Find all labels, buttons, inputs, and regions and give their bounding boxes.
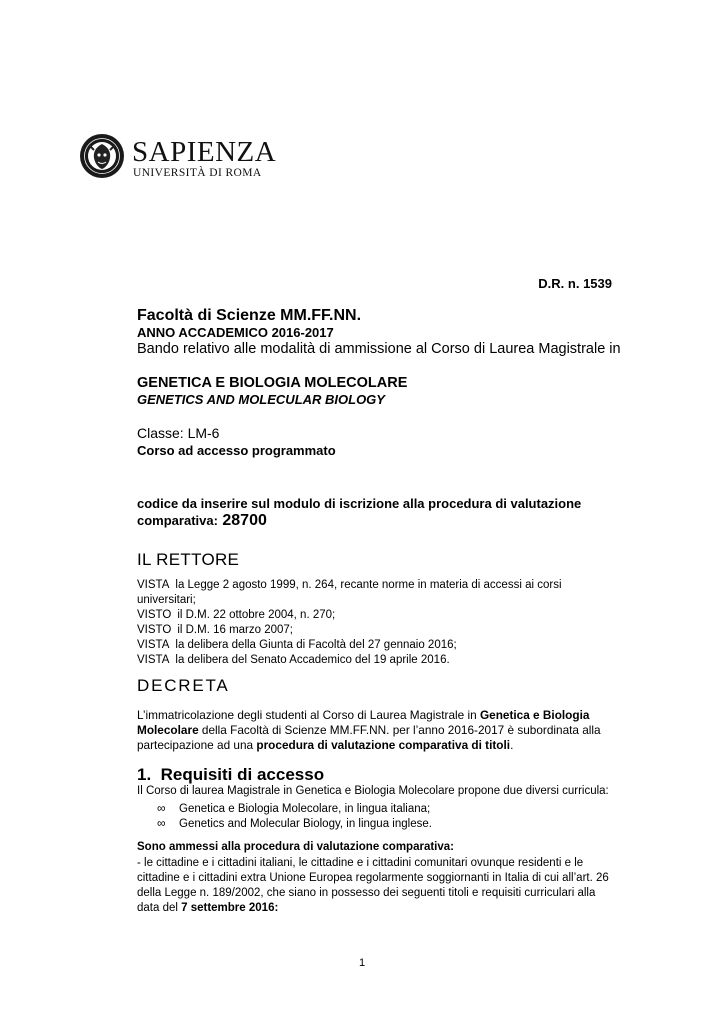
decreta-text: partecipazione ad una (137, 738, 257, 752)
vista-list (137, 578, 627, 668)
vista-item (137, 653, 627, 668)
decreta-text: della Facoltà di Scienze MM.FF.NN. per l’anno 2016-2017 è subordinata alla (198, 723, 601, 737)
infinity-bullet-icon: ∞ (157, 801, 166, 815)
code-value: 28700 (222, 512, 267, 529)
sapienza-seal-icon (79, 128, 125, 184)
vista-item (137, 623, 627, 638)
vista-text: il D.M. 22 ottobre 2004, n. 270; (177, 609, 336, 621)
decreta-line (137, 738, 627, 753)
decreta-line (137, 723, 627, 738)
admitted-line (137, 901, 657, 916)
admitted-line: della Legge n. 189/2002, che siano in possesso dei seguenti titoli e requisiti curriculari alla (137, 887, 596, 899)
admitted-line: cittadine e i cittadini extra Unione Europea regolarmente soggiornanti in Italia di cui all’art. 26 (137, 872, 609, 884)
vista-key: VISTA (137, 639, 170, 651)
decree-number: D.R. n. 1539 (538, 276, 612, 291)
deadline-prefix: data del (137, 902, 182, 914)
page-number: 1 (358, 957, 366, 969)
course-title-english: GENETICS AND MOLECULAR BIOLOGY (137, 392, 385, 407)
decreta-bold: Genetica e Biologia (479, 708, 590, 722)
vista-item (137, 638, 627, 653)
vista-key: VISTO (137, 624, 172, 636)
section-1-intro: Il Corso di laurea Magistrale in Genetica e Biologia Molecolare propone due diversi curricula: (137, 785, 609, 797)
vista-item (137, 578, 627, 593)
logo-wordmark: SAPIENZA (132, 136, 277, 168)
curriculum-item (157, 815, 432, 832)
code-instruction-line2 (137, 512, 627, 530)
vista-key: VISTA (137, 579, 170, 591)
admitted-heading: Sono ammessi alla procedura di valutazione comparativa: (137, 841, 454, 853)
code-label: comparativa: (137, 513, 218, 528)
decreta-text: L’immatricolazione degli studenti al Corso di Laurea Magistrale in (137, 708, 480, 722)
admitted-line: - le cittadine e i cittadini italiani, le cittadine e i cittadini comunitari ovunque residenti e le (137, 857, 584, 869)
admitted-text (137, 856, 657, 916)
academic-year: ANNO ACCADEMICO 2016-2017 (137, 325, 334, 340)
university-logo (79, 128, 277, 184)
deadline-date: 7 settembre 2016: (181, 902, 279, 914)
vista-text: il D.M. 16 marzo 2007; (177, 624, 293, 636)
rettore-heading: IL RETTORE (137, 550, 240, 569)
curriculum-label: Genetica e Biologia Molecolare, in lingua italiana; (179, 803, 431, 815)
vista-key: VISTA (137, 654, 170, 666)
vista-text: universitari; (137, 594, 196, 606)
vista-text: la delibera della Giunta di Facoltà del 27 gennaio 2016; (175, 639, 457, 651)
decreta-bold: procedura di valutazione comparativa di titoli (256, 738, 511, 752)
vista-item (137, 608, 627, 623)
decreta-bold: Molecolare (137, 723, 199, 737)
section-1-heading: 1. Requisiti di accesso (137, 765, 325, 784)
vista-text: la Legge 2 agosto 1999, n. 264, recante norme in materia di accessi ai corsi (175, 579, 562, 591)
vista-item (137, 593, 627, 608)
announcement-text: Bando relativo alle modalità di ammissione al Corso di Laurea Magistrale in (137, 341, 621, 357)
curricula-list (137, 800, 627, 840)
code-instruction-line1: codice da inserire sul modulo di iscrizione alla procedura di valutazione (137, 496, 582, 511)
class-label: Classe: LM-6 (137, 425, 220, 441)
vista-key: VISTO (137, 609, 172, 621)
access-type: Corso ad accesso programmato (137, 443, 336, 458)
course-title-italian: GENETICA E BIOLOGIA MOLECOLARE (137, 375, 408, 391)
vista-text: la delibera del Senato Accademico del 19 aprile 2016. (175, 654, 450, 666)
logo-subtitle: UNIVERSITÀ DI ROMA (133, 167, 262, 179)
decreta-text: . (510, 738, 514, 752)
decreta-paragraph (137, 708, 627, 753)
decreta-heading: DECRETA (137, 676, 230, 695)
infinity-bullet-icon: ∞ (157, 816, 166, 830)
curriculum-label: Genetics and Molecular Biology, in lingua inglese. (179, 818, 432, 830)
faculty-title: Facoltà di Scienze MM.FF.NN. (137, 307, 362, 324)
decreta-line (137, 708, 627, 723)
